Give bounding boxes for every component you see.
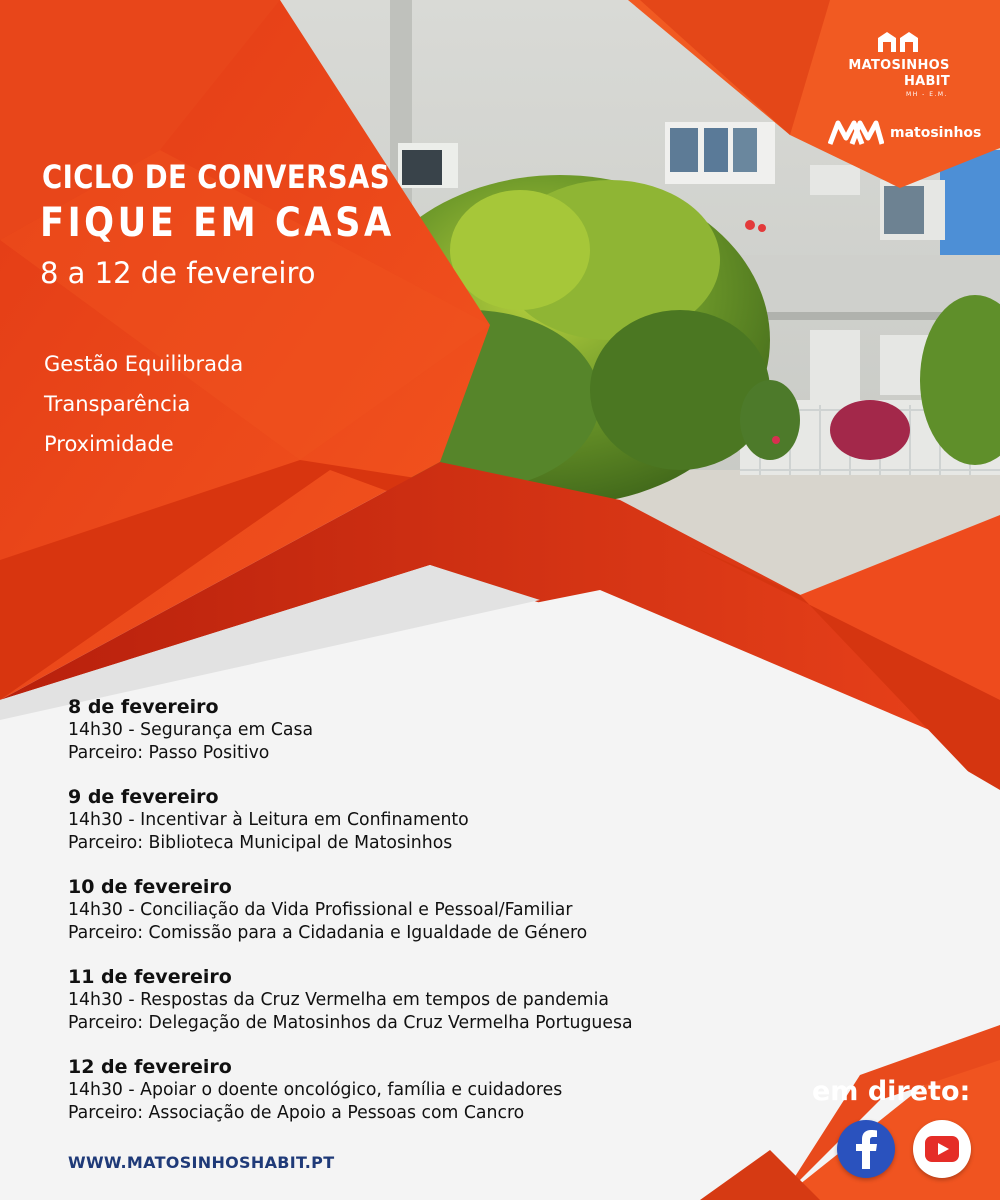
mm-logo-icon bbox=[828, 120, 884, 146]
schedule-partner: Parceiro: Passo Positivo bbox=[68, 742, 270, 763]
schedule-item bbox=[68, 876, 788, 944]
event-dates: 8 a 12 de fevereiro bbox=[40, 256, 316, 290]
schedule-item bbox=[68, 1056, 788, 1124]
live-label: em direto: bbox=[812, 1076, 971, 1107]
schedule-session: 14h30 - Conciliação da Vida Profissional e Pessoal/Familiar bbox=[68, 899, 573, 920]
schedule-item bbox=[68, 786, 788, 854]
schedule-session: 14h30 - Segurança em Casa bbox=[68, 719, 314, 740]
logo-line1: MATOSINHOS bbox=[848, 58, 950, 73]
values-list bbox=[44, 344, 243, 464]
schedule-item bbox=[68, 966, 788, 1034]
value-item: Transparência bbox=[44, 392, 191, 416]
logo-line2: HABIT bbox=[903, 74, 950, 89]
schedule-item bbox=[68, 696, 788, 764]
website-link[interactable]: WWW.MATOSINHOSHABIT.PT bbox=[68, 1153, 335, 1172]
title-line1: CICLO DE CONVERSAS bbox=[42, 158, 390, 196]
schedule-date: 10 de fevereiro bbox=[68, 876, 232, 898]
schedule-date: 8 de fevereiro bbox=[68, 696, 219, 718]
matosinhos-logo bbox=[828, 120, 981, 146]
logo-sub: MH - E.M. bbox=[906, 91, 948, 98]
schedule-partner: Parceiro: Associação de Apoio a Pessoas com Cancro bbox=[68, 1102, 525, 1123]
schedule-date: 12 de fevereiro bbox=[68, 1056, 232, 1078]
value-item: Proximidade bbox=[44, 432, 174, 456]
schedule bbox=[68, 696, 788, 1146]
schedule-session: 14h30 - Incentivar à Leitura em Confinamento bbox=[68, 809, 469, 830]
schedule-session: 14h30 - Apoiar o doente oncológico, família e cuidadores bbox=[68, 1079, 563, 1100]
matosinhos-logo-text: matosinhos bbox=[890, 125, 982, 141]
matosinhos-habit-logo bbox=[840, 30, 958, 99]
youtube-button[interactable] bbox=[913, 1120, 971, 1178]
schedule-partner: Parceiro: Biblioteca Municipal de Matosinhos bbox=[68, 832, 453, 853]
schedule-date: 11 de fevereiro bbox=[68, 966, 232, 988]
schedule-partner: Parceiro: Comissão para a Cidadania e Igualdade de Género bbox=[68, 922, 588, 943]
schedule-session: 14h30 - Respostas da Cruz Vermelha em tempos de pandemia bbox=[68, 989, 610, 1010]
youtube-icon bbox=[925, 1136, 959, 1162]
value-item: Gestão Equilibrada bbox=[44, 352, 244, 376]
facebook-button[interactable] bbox=[837, 1120, 895, 1178]
facebook-icon bbox=[853, 1129, 879, 1169]
title-line2: FIQUE EM CASA bbox=[40, 200, 395, 246]
house-icon bbox=[876, 30, 922, 54]
schedule-date: 9 de fevereiro bbox=[68, 786, 219, 808]
schedule-partner: Parceiro: Delegação de Matosinhos da Cruz Vermelha Portuguesa bbox=[68, 1012, 633, 1033]
